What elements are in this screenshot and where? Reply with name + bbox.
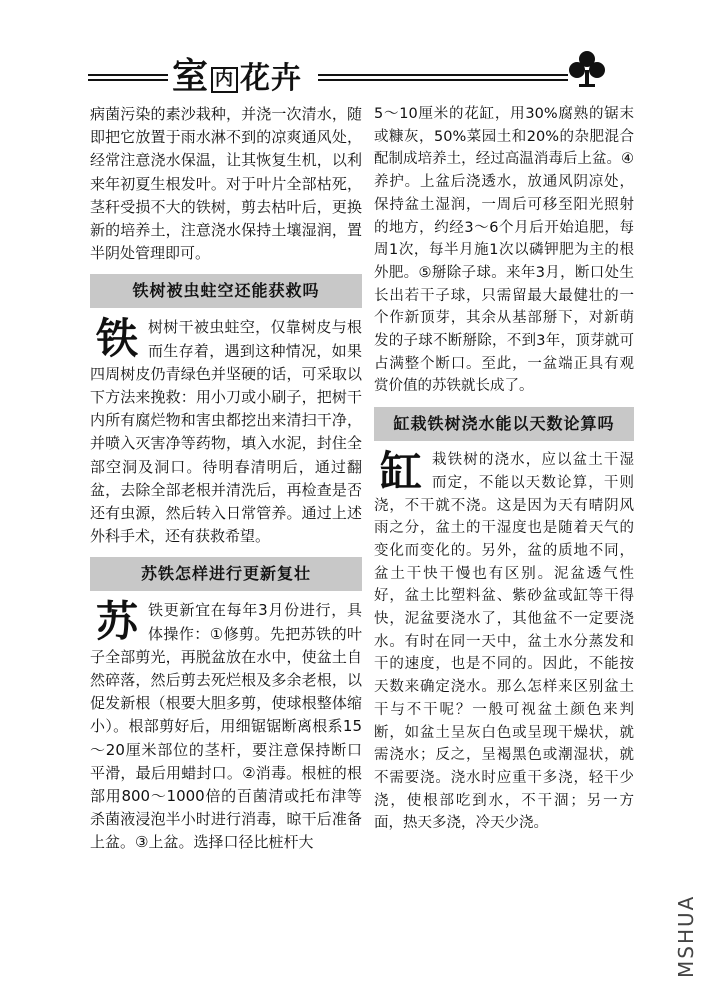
header-rule xyxy=(318,79,568,81)
article-text: 栽铁树的浇水，应以盆土干湿而定，不能以天数论算，干则浇，不干就不浇。这是因为天有晴阴风雨之分，盆土的干湿度也是随着天气的变化而变化的。另外，盆的质地不同，盆土干快干慢也有区别。泥盆透气性好，盆土比塑料盆、紫砂盆或缸等干得快，泥盆要浇水了，其他盆不一定要浇水。有时在同一天中，盆土水分蒸发和干的速度，也是不同的。因此，不能按天数来确定浇水。那么怎样来区别盆土干与不干呢？一般可视盆土颜色来判断，如盆土呈灰白色或呈现干燥状，就需浇水；反之，呈褐黑色或潮湿状，就不需要浇。浇水时应重干多浇，轻干少浇，使根部吃到水，不干涸；另一方面，热天多浇，冷天少浇。 xyxy=(374,452,634,832)
article-body xyxy=(374,449,634,835)
section-title-boxed: 内 xyxy=(211,67,238,93)
plant-icon xyxy=(566,48,608,90)
header-rule xyxy=(318,74,568,76)
paragraph: 病菌污染的素沙栽种，并浇一次清水，随即把它放置于雨水淋不到的凉爽通风处，经常注意浇水保温，让其恢复生机，以利来年初夏生根发叶。对于叶片全部枯死，茎秆受损不大的铁树，剪去枯叶后，更换新的培养土，注意浇水保持土壤湿润，置半阴处管理即可。 xyxy=(90,105,362,263)
left-column xyxy=(90,103,362,855)
header-rule xyxy=(88,74,168,76)
section-title-rest: 花卉 xyxy=(240,61,303,96)
section-title-main: 室 xyxy=(172,56,210,97)
drop-cap: 铁 xyxy=(95,314,138,364)
right-column xyxy=(374,103,634,835)
paragraph: 5～10厘米的花缸，用30%腐熟的锯末或糠灰，50%菜园土和20%的杂肥混合配制成培养土，经过高温消毒后上盆。④养护。上盆后浇透水，放通风阴凉处，保持盆土湿润，一周后可移至阳光照射的地方，约经3～6个月后开始追肥，每周1次，每半月施1次以磷钾肥为主的根外肥。⑤掰除子球。来年3月，断口处生长出若干子球，只需留最大最健壮的一个作新顶芽，其余从基部掰下，对新萌发的子球不断掰除，不到3年，顶芽就可占满整个断口。至此，一盆端正具有观赏价值的苏铁就长成了。 xyxy=(374,106,634,395)
page-header xyxy=(88,48,608,98)
drop-cap: 苏 xyxy=(95,597,138,647)
section-heading: 铁树被虫蛀空还能获救吗 xyxy=(90,274,362,308)
article-text: 铁更新宜在每年3月份进行，具体操作：①修剪。先把苏铁的叶子全部剪光，再脱盆放在水中，使盆土自然碎落，然后剪去死烂根及多余老根，以促发新根（根要大胆多剪，使球根整体缩小）。根部剪好后，用细锯锯断离根系15～20厘米部位的茎杆，要注意保持断口平滑，最后用蜡封口。②消毒。根桩的根部用800～1000倍的百菌清或托布津等杀菌液浸泡半小时进行消毒，晾干后准备上盆。③上盆。选择口径比桩杆大 xyxy=(90,601,362,852)
article-text: 树树干被虫蛀空，仅靠树皮与根而生存着，遇到这种情况，如果四周树皮仍青绿色并坚硬的话，可采取以下方法来挽救：用小刀或小刷子，把树干内所有腐烂物和害虫都挖出来清扫干净，并喷入灭害净等药物，填入水泥，封住全部空洞及洞口。待明春清明后，通过翻盆，去除全部老根并清洗后，再检查是否还有虫源，然后转入日常管养。通过上述外科手术，还有获救希望。 xyxy=(90,318,362,546)
article-body xyxy=(90,316,362,548)
watermark: MSHUA xyxy=(674,894,698,978)
drop-cap: 缸 xyxy=(379,447,422,497)
header-rule xyxy=(88,79,168,81)
article-body xyxy=(90,599,362,854)
section-heading: 苏铁怎样进行更新复壮 xyxy=(90,557,362,591)
section-heading: 缸栽铁树浇水能以天数论算吗 xyxy=(374,407,634,441)
section-title xyxy=(172,48,302,99)
